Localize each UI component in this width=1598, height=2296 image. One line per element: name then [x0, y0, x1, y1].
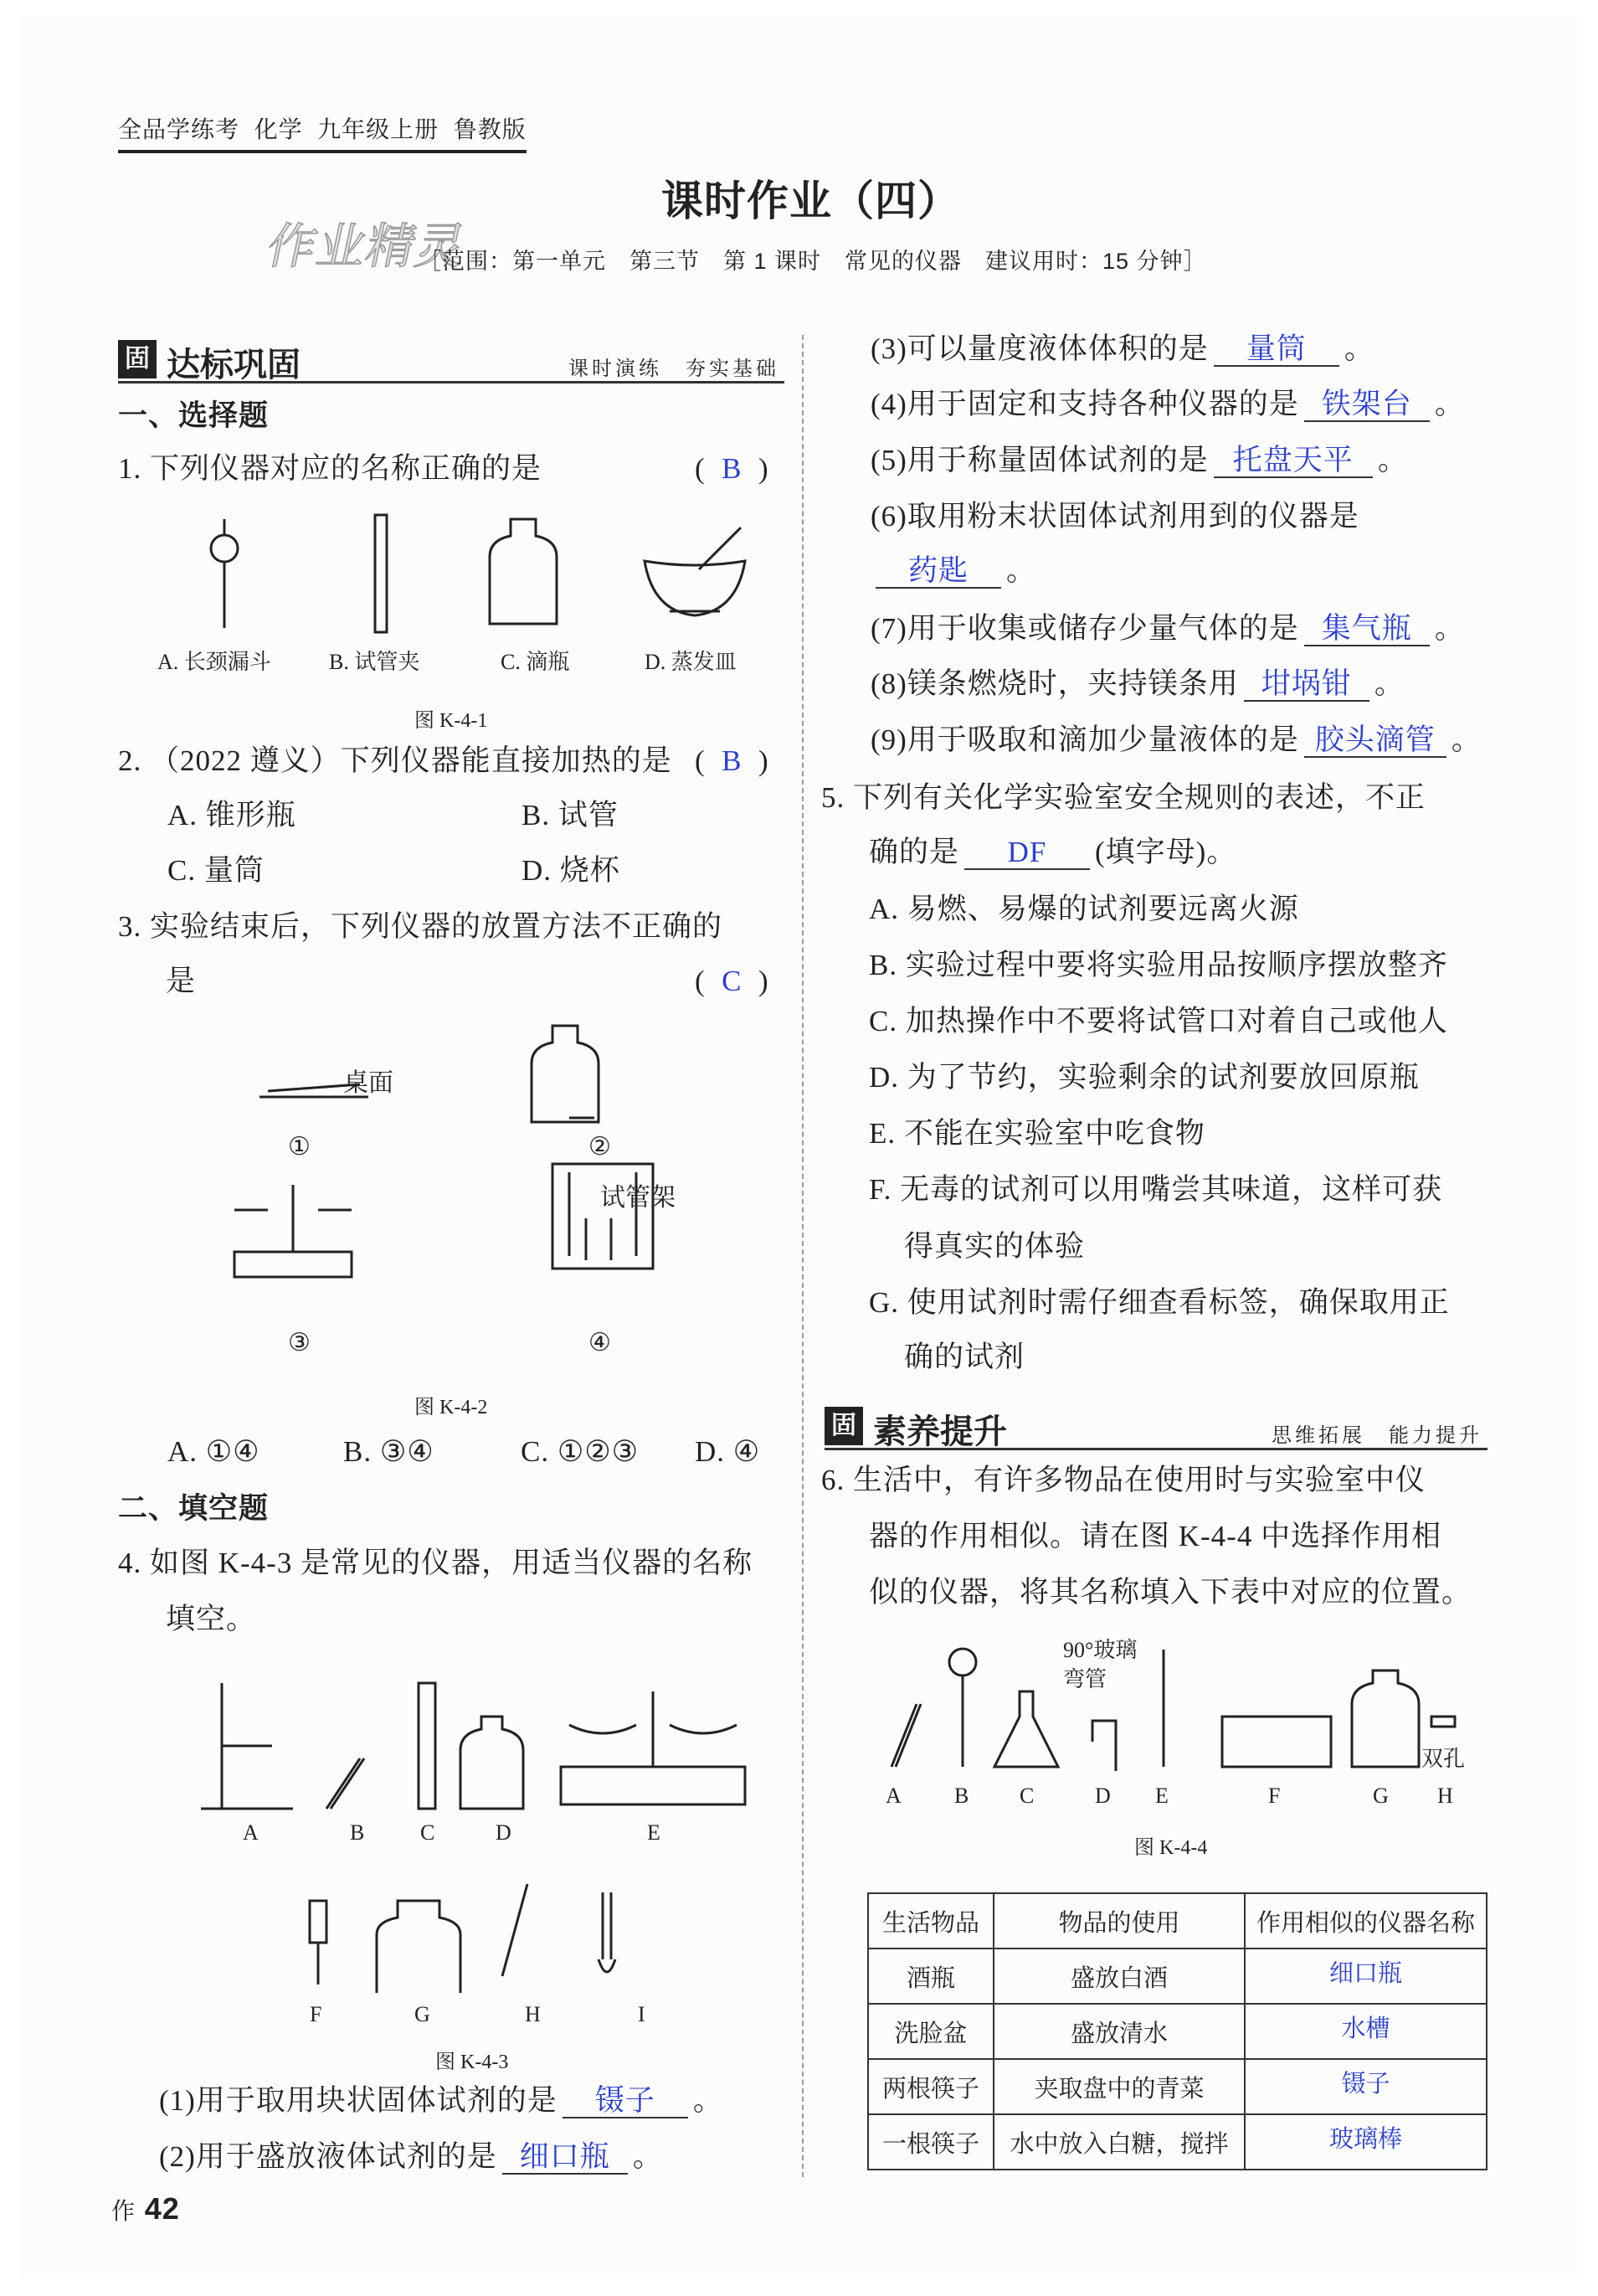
q6-line-1: 6. 生活中，有许多物品在使用时与实验室中仪 — [821, 1464, 1426, 1496]
label-tube-2: 弯管 — [1063, 1667, 1107, 1691]
q6-line-2: 器的作用相似。请在图 K-4-4 中选择作用相 — [869, 1520, 1442, 1552]
label-desk: 桌面 — [343, 1069, 393, 1097]
answer-blank: 镊子 — [563, 2085, 688, 2118]
fill-heading: 二、填空题 — [118, 1492, 270, 1525]
q4-label-f: F — [310, 2002, 322, 2026]
iron-stand-icon — [201, 1683, 293, 1809]
grade: 九年级上册 — [317, 116, 439, 142]
graduated-cylinder-icon — [419, 1683, 435, 1809]
label-4: ④ — [588, 1329, 611, 1356]
answer-blank: 铁架台 — [1304, 389, 1430, 422]
item-text: (5)用于称量固体试剂的是 — [871, 444, 1209, 476]
q4-item-4: (4)用于固定和支持各种仪器的是 铁架台 。 — [871, 388, 1465, 420]
q5-text-cont — [869, 834, 1236, 871]
q4-text: 4. 如图 K-4-3 是常见的仪器，用适当仪器的名称 — [118, 1547, 753, 1579]
q2-option-c: C. 量筒 — [167, 854, 265, 887]
choice-heading: 一、选择题 — [118, 399, 270, 432]
q4-item-3: (3)可以量度液体体积的是 量筒 。 — [871, 332, 1374, 365]
q5-option-f-cont: 得真实的体验 — [904, 1230, 1086, 1263]
cell: 酒瓶 — [868, 1949, 994, 2004]
q5-text: 5. 下列有关化学实验室安全规则的表述，不正 — [821, 781, 1426, 814]
jar-icon — [377, 1901, 460, 1993]
footer-prefix: 作 — [111, 2198, 136, 2224]
q6-line-3: 似的仪器，将其名称填入下表中对应的位置。 — [869, 1576, 1472, 1609]
cell: 水中放入白糖，搅拌 — [994, 2114, 1245, 2170]
q4-item-8: (8)镁条燃烧时，夹持镁条用 坩埚钳 。 — [871, 667, 1405, 700]
edition: 鲁教版 — [453, 116, 527, 142]
q3-option-d: D. ④ — [695, 1435, 761, 1468]
balance-icon — [561, 1691, 745, 1804]
table-row — [868, 1949, 1487, 2004]
cell: 盛放清水 — [994, 2004, 1245, 2059]
item-text: (2)用于盛放液体试剂的是 — [159, 2140, 497, 2173]
q3-text-cont: 是 — [166, 965, 197, 997]
answer: B — [722, 452, 742, 485]
scope-line: ［范围：第一单元 第三节 第 1 课时 常见的仪器 建议用时：15 分钟］ — [419, 249, 1207, 274]
funnel-icon — [211, 535, 238, 562]
q6-label-g: G — [1373, 1784, 1389, 1808]
q4-label-a: A — [243, 1820, 259, 1845]
answer-blank: 胶头滴管 — [1304, 724, 1446, 758]
q1-label-c: C. 滴瓶 — [501, 650, 570, 674]
figure-k-4-3 — [193, 1675, 762, 1993]
q5-option-e: E. 不能在实验室中吃食物 — [869, 1117, 1205, 1150]
q2-answer: ( B ) — [695, 744, 769, 777]
table-row — [868, 2059, 1487, 2114]
header-cell: 作用相似的仪器名称 — [1245, 1893, 1487, 1949]
subject: 化学 — [254, 116, 303, 142]
dropper-bottle-icon — [490, 519, 557, 624]
q6-label-d: D — [1095, 1784, 1111, 1808]
q5-option-d: D. 为了节约，实验剩余的试剂要放回原瓶 — [869, 1061, 1420, 1094]
q4-item-9: (9)用于吸取和滴加少量液体的是 胶头滴管 。 — [871, 723, 1482, 756]
answer-blank: 量筒 — [1214, 333, 1339, 367]
q3-option-a: A. ①④ — [167, 1435, 260, 1468]
cell: 盛放白酒 — [994, 1949, 1245, 2004]
figure-caption: 图 K-4-4 — [1134, 1837, 1208, 1859]
label-rack: 试管架 — [600, 1184, 676, 1212]
section-title: 达标巩固 — [167, 347, 301, 384]
q5-option-g-cont: 确的试剂 — [904, 1341, 1025, 1373]
q4-item-6 — [871, 498, 1359, 535]
figure-k-4-4 — [879, 1641, 1482, 1784]
answer-blank: DF — [964, 837, 1090, 870]
q6-label-h: H — [1437, 1784, 1453, 1808]
q4-item-6-blank: 药匙 。 — [871, 553, 1036, 589]
answer-table — [867, 1892, 1488, 2170]
q4-item-1: (1)用于取用块状固体试剂的是 镊子 。 — [159, 2084, 723, 2117]
crucible-tongs-icon — [599, 1892, 615, 1972]
q1-text: 1. 下列仪器对应的名称正确的是 — [118, 452, 542, 485]
footer-page — [111, 2190, 180, 2230]
table-row — [868, 2114, 1487, 2170]
item-text: (3)可以量度液体体积的是 — [871, 332, 1209, 365]
figure-caption: 图 K-4-2 — [414, 1397, 488, 1418]
q4-item-5: (5)用于称量固体试剂的是 托盘天平 。 — [871, 444, 1408, 476]
q5-option-a: A. 易燃、易爆的试剂要远离火源 — [869, 893, 1299, 925]
cell: 洗脸盆 — [868, 2004, 994, 2059]
figure-caption: 图 K-4-1 — [414, 710, 488, 732]
q3-answer: ( C ) — [695, 965, 769, 997]
q5-tail: (填字母)。 — [1095, 836, 1237, 868]
answer-blank: 托盘天平 — [1214, 445, 1373, 478]
book-header — [118, 111, 527, 153]
q4-label-h: H — [525, 2002, 541, 2026]
table-row — [868, 2004, 1487, 2059]
answer: C — [722, 965, 742, 997]
label-3: ③ — [288, 1329, 311, 1356]
answer-blank: 细口瓶 — [502, 2141, 628, 2175]
q3-option-c: C. ①②③ — [521, 1435, 639, 1468]
section-title: 素养提升 — [873, 1413, 1007, 1450]
q5-option-b: B. 实验过程中要将实验用品按顺序摆放整齐 — [869, 949, 1448, 981]
label-2: ② — [588, 1133, 611, 1161]
item-text: (4)用于固定和支持各种仪器的是 — [871, 388, 1299, 420]
page-title: 课时作业（四） — [661, 178, 960, 224]
q1-label-d: D. 蒸发皿 — [645, 650, 737, 674]
section-icon: 固 — [825, 1407, 863, 1445]
table-header-row — [868, 1893, 1487, 1949]
q4-label-e: E — [647, 1820, 660, 1845]
q4-label-d: D — [496, 1820, 511, 1845]
item-text: (1)用于取用块状固体试剂的是 — [159, 2084, 558, 2117]
cell: 夹取盘中的青菜 — [994, 2059, 1245, 2114]
q6-label-b: B — [954, 1784, 969, 1808]
test-tube-clamp-icon — [375, 515, 387, 632]
section-subtitle: 课时演练 夯实基础 — [568, 358, 779, 380]
book-name: 全品学练考 — [118, 116, 240, 142]
evaporating-dish-icon — [645, 528, 745, 615]
q1-label-b: B. 试管夹 — [329, 650, 420, 674]
header-cell: 物品的使用 — [994, 1893, 1245, 1949]
section-header-basic — [118, 337, 784, 384]
answer-cell[interactable]: 玻璃棒 — [1245, 2114, 1487, 2170]
q1-label-a: A. 长颈漏斗 — [157, 650, 271, 674]
page-number: 42 — [144, 2191, 180, 2226]
item-text: (9)用于吸取和滴加少量液体的是 — [871, 723, 1299, 756]
q4-label-c: C — [420, 1820, 435, 1845]
q4-item-7: (7)用于收集或储存少量气体的是 集气瓶 。 — [871, 612, 1465, 645]
q6-label-c: C — [1020, 1784, 1035, 1808]
column-divider — [802, 335, 804, 2177]
section-subtitle: 思维拓展 能力提升 — [1272, 1425, 1482, 1447]
tweezers-icon — [326, 1758, 364, 1809]
section-header-advanced — [825, 1403, 1488, 1450]
label-tube: 90°玻璃 — [1063, 1638, 1138, 1662]
q4-label-g: G — [414, 2002, 430, 2026]
answer-cell[interactable]: 水槽 — [1245, 2004, 1487, 2059]
q2-option-d: D. 烧杯 — [522, 854, 620, 887]
q6-label-a: A — [886, 1784, 902, 1808]
cell: 一根筷子 — [868, 2114, 994, 2170]
figure-k-4-2 — [218, 1017, 720, 1319]
q5-prefix: 确的是 — [869, 836, 960, 868]
q5-option-c: C. 加热操作中不要将试管口对着自己或他人 — [869, 1005, 1448, 1037]
q4-item-2: (2)用于盛放液体试剂的是 细口瓶 。 — [159, 2140, 663, 2173]
q3-option-b: B. ③④ — [343, 1435, 434, 1468]
item-text: (8)镁条燃烧时，夹持镁条用 — [871, 667, 1239, 700]
answer-cell[interactable]: 细口瓶 — [1245, 1949, 1487, 2004]
header-cell: 生活物品 — [868, 1893, 994, 1949]
label-hole: 双孔 — [1421, 1747, 1466, 1771]
figure-k-4-1 — [151, 511, 770, 636]
q6-label-f: F — [1268, 1784, 1281, 1808]
q4-label-b: B — [350, 1820, 365, 1845]
answer-blank: 坩埚钳 — [1244, 668, 1369, 702]
answer-blank: 集气瓶 — [1304, 613, 1430, 646]
q5-option-f: F. 无毒的试剂可以用嘴尝其味道，这样可获 — [869, 1173, 1443, 1206]
answer: B — [722, 744, 742, 777]
q2-text: 2. （2022 遵义）下列仪器能直接加热的是 — [118, 744, 672, 777]
q5-option-g: G. 使用试剂时需仔细查看标签，确保取用正 — [869, 1286, 1450, 1319]
q1-answer: ( B ) — [695, 452, 769, 485]
q6-label-e: E — [1155, 1784, 1169, 1808]
q4-text-cont: 填空。 — [166, 1603, 257, 1635]
q3-text: 3. 实验结束后，下列仪器的放置方法不正确的 — [118, 910, 723, 943]
figure-caption: 图 K-4-3 — [435, 2051, 509, 2073]
item-text: (7)用于收集或储存少量气体的是 — [871, 612, 1299, 645]
cell: 两根筷子 — [868, 2059, 994, 2114]
spoon-icon — [502, 1884, 527, 1976]
q2-option-a: A. 锥形瓶 — [167, 799, 296, 831]
answer-cell[interactable]: 镊子 — [1245, 2059, 1487, 2114]
label-1: ① — [288, 1133, 311, 1161]
answer-blank: 药匙 — [876, 555, 1001, 589]
watermark: 作业精灵 — [262, 219, 472, 274]
q2-option-b: B. 试管 — [522, 799, 619, 831]
section-icon: 固 — [118, 340, 157, 378]
item-text: (6)取用粉末状固体试剂用到的仪器是 — [871, 500, 1359, 533]
q4-label-i: I — [638, 2002, 645, 2026]
dropper-icon — [310, 1901, 326, 1985]
bottle-icon — [460, 1717, 523, 1809]
